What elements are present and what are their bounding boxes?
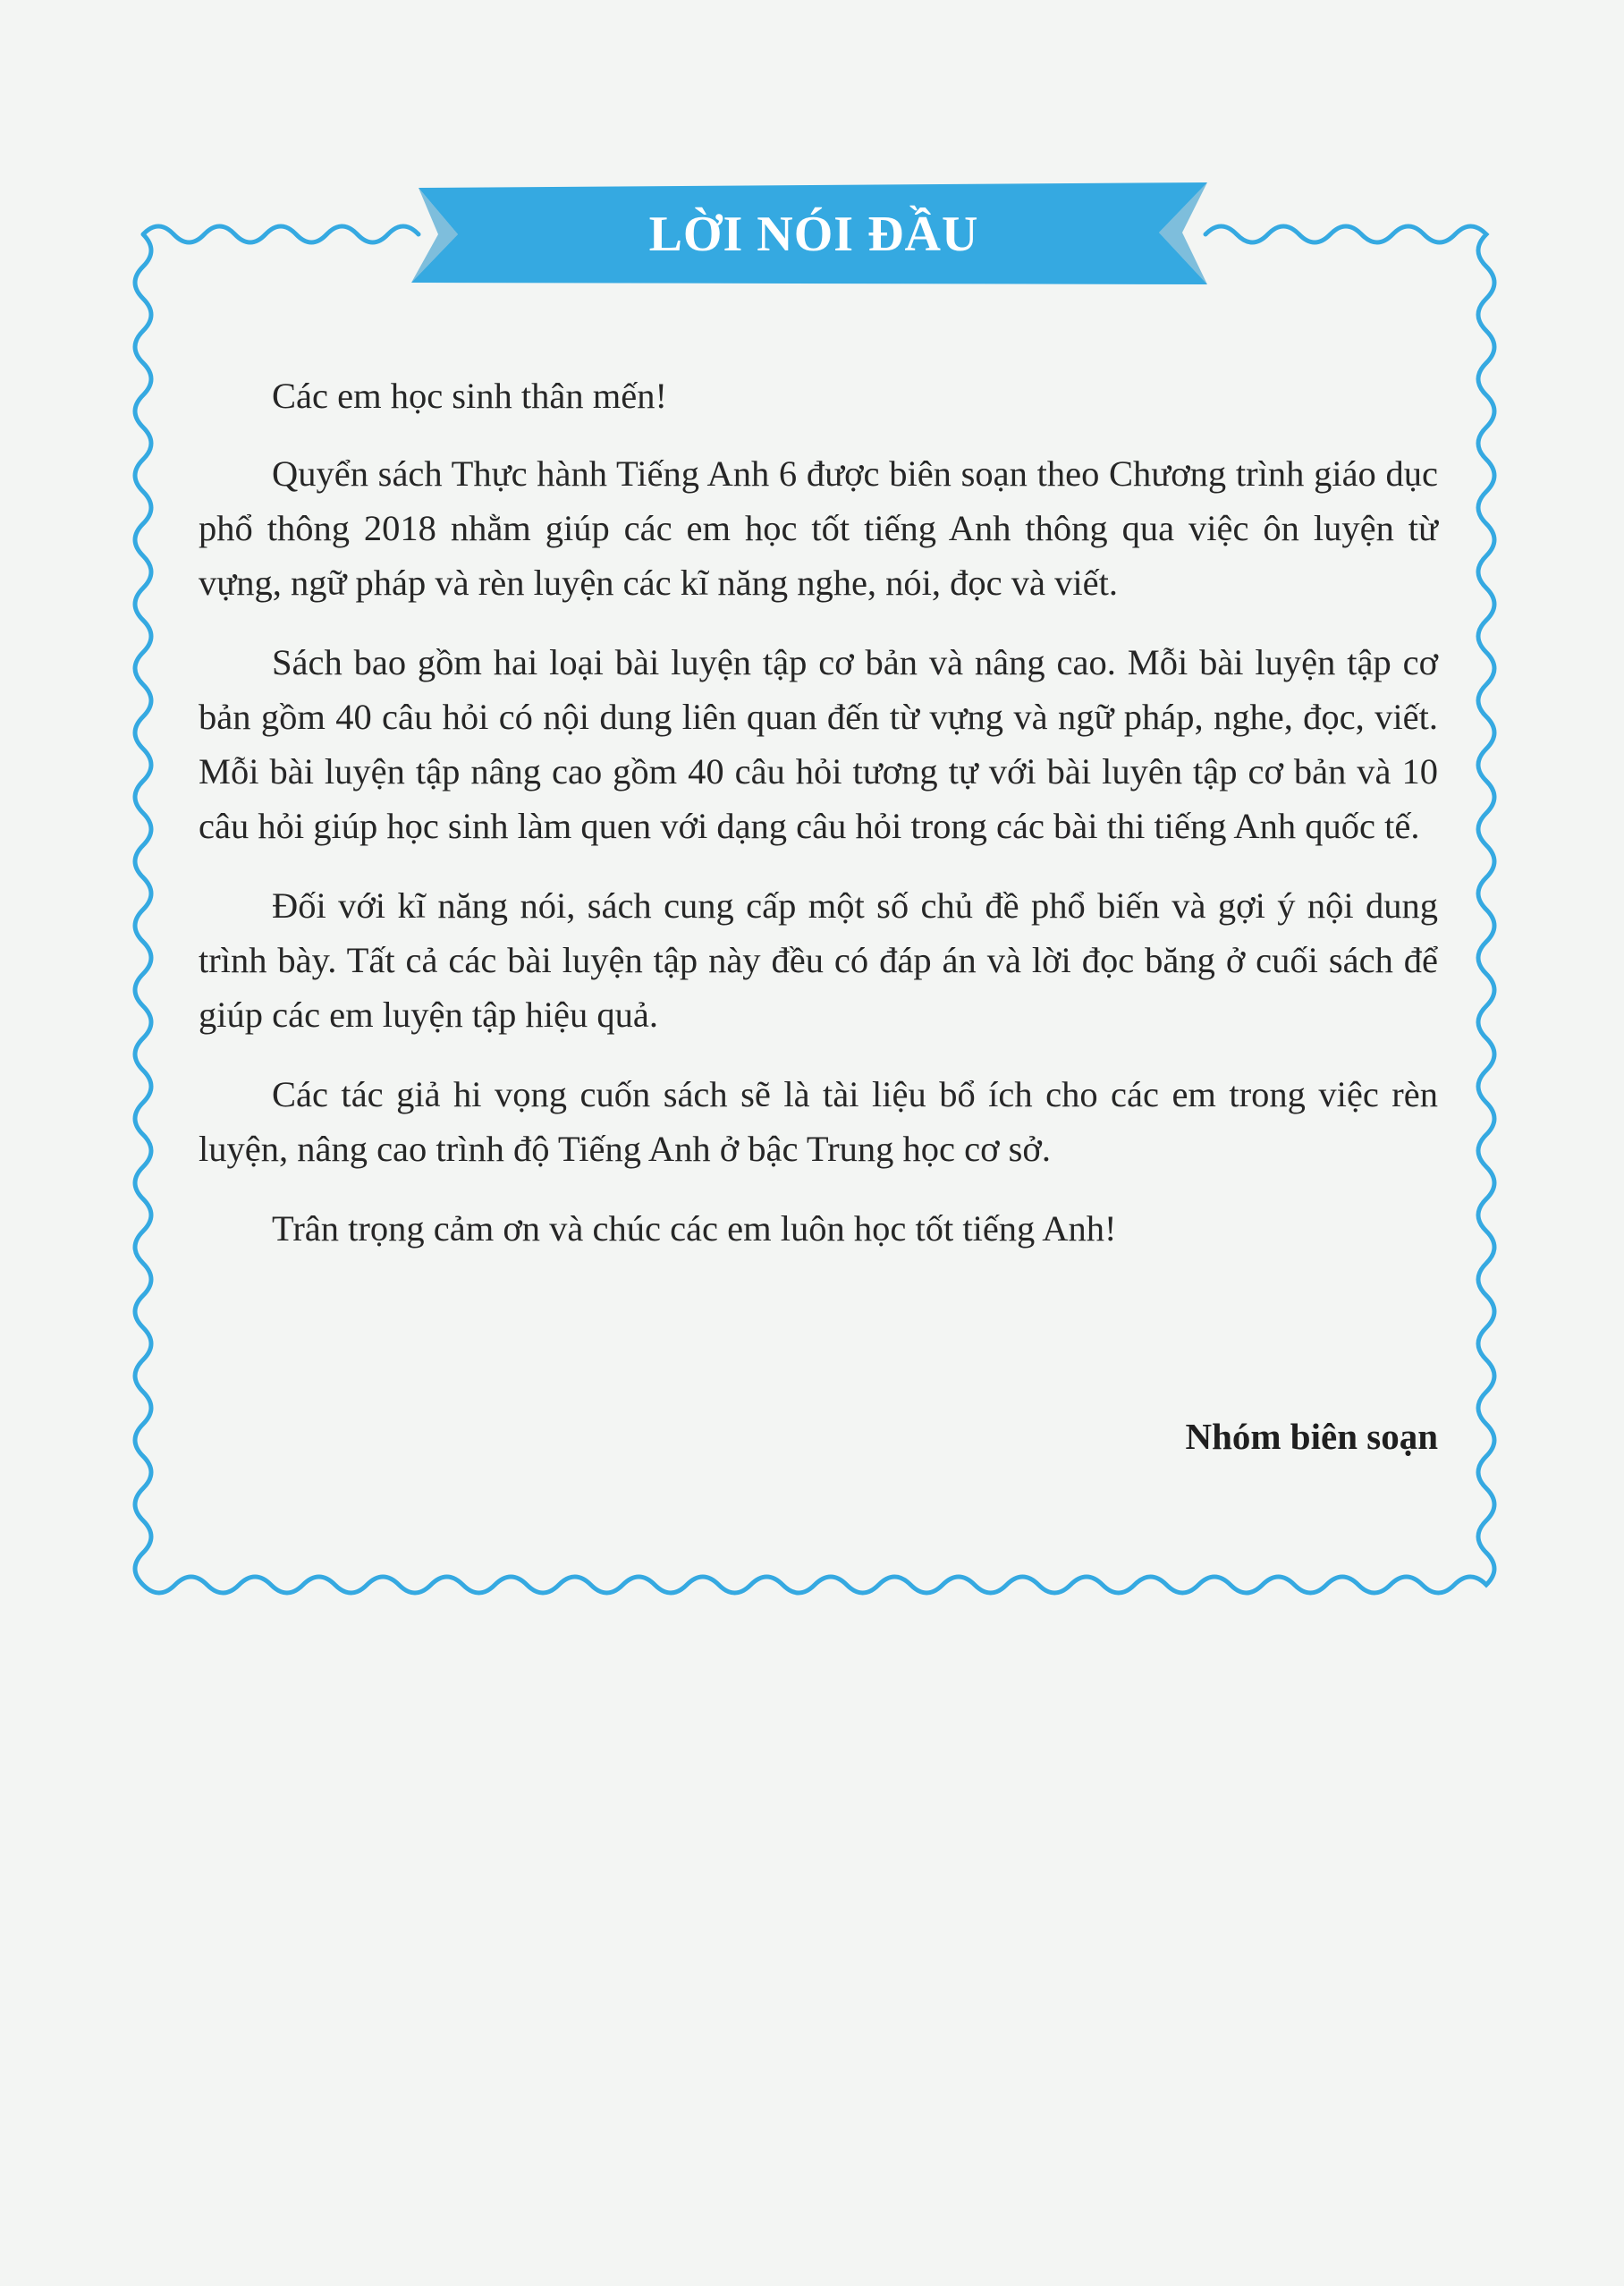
paragraph-1: Quyển sách Thực hành Tiếng Anh 6 được biên soạn theo Chương trình giáo dục phổ thông 2018 nhằm giúp các em học tốt tiếng Anh thông qua việc ôn luyện từ vựng, ngữ pháp và rèn luyện các kĩ năng nghe, nói, đọc và viết.	[199, 453, 1438, 603]
signature: Nhóm biên soạn	[1185, 1416, 1438, 1457]
paragraph-5: Trân trọng cảm ơn và chúc các em luôn học tốt tiếng Anh!	[272, 1208, 1117, 1249]
greeting-line: Các em học sinh thân mến!	[272, 376, 667, 416]
paragraph-3: Đối với kĩ năng nói, sách cung cấp một số chủ đề phổ biến và gợi ý nội dung trình bày. Tất cả các bài luyện tập này đều có đáp án và lời đọc băng ở cuối sách để giúp các em luyện tập hiệu quả.	[199, 885, 1438, 1035]
page-title: LỜI NÓI ĐẦU	[648, 207, 979, 262]
paragraph-4: Các tác giả hi vọng cuốn sách sẽ là tài liệu bổ ích cho các em trong việc rèn luyện, nâng cao trình độ Tiếng Anh ở bậc Trung học cơ sở.	[199, 1074, 1438, 1169]
paragraph-2: Sách bao gồm hai loại bài luyện tập cơ bản và nâng cao. Mỗi bài luyện tập cơ bản gồm 40 câu hỏi có nội dung liên quan đến từ vựng và ngữ pháp, nghe, đọc, viết. Mỗi bài luyện tập nâng cao gồm 40 câu hỏi tương tự với bài luyên tập cơ bản và 10 câu hỏi giúp học sinh làm quen với dạng câu hỏi trong các bài thi tiếng Anh quốc tế.	[199, 642, 1438, 846]
preface-body	[199, 368, 1438, 1281]
